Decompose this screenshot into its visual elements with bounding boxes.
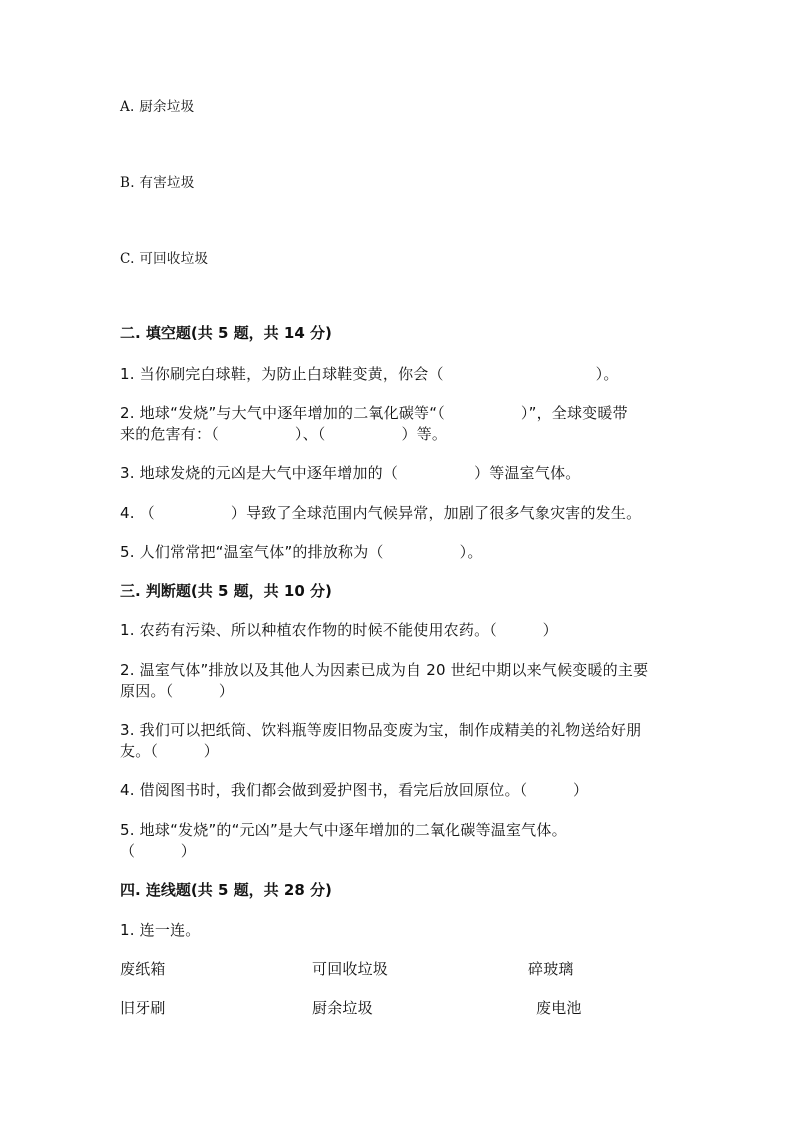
matching-item-middle-2: 厨余垃圾: [312, 999, 373, 1017]
fill-question-3: 3. 地球发烧的元凶是大气中逐年增加的（ ）等温室气体。: [120, 464, 581, 482]
matching-item-left-2: 旧牙刷: [120, 999, 166, 1017]
section-heading-true-false: 三. 判断题(共 5 题，共 10 分): [120, 582, 332, 600]
judge-question-4: 4. 借阅图书时，我们都会做到爱护图书，看完后放回原位。（ ）: [120, 781, 589, 799]
fill-question-4: 4. （ ）导致了全球范围内气候异常，加剧了很多气象灾害的发生。: [120, 504, 642, 522]
fill-question-2-line2: 来的危害有：（ ）、（ ）等。: [120, 425, 448, 443]
matching-item-left-1: 废纸箱: [120, 960, 166, 978]
matching-item-middle-1: 可回收垃圾: [312, 960, 389, 978]
judge-question-2-line1: 2. 温室气体”排放以及其他人为因素已成为自 20 世纪中期以来气候变暖的主要: [120, 661, 649, 679]
option-b: B. 有害垃圾: [120, 175, 195, 191]
fill-question-5: 5. 人们常常把“温室气体”的排放称为（ ）。: [120, 543, 483, 561]
matching-question-1: 1. 连一连。: [120, 921, 201, 939]
option-a: A. 厨余垃圾: [120, 99, 195, 115]
judge-question-3-line2: 友。（ ）: [120, 742, 219, 760]
fill-question-2-line1: 2. 地球“发烧”与大气中逐年增加的二氧化碳等“（ ）”，全球变暖带: [120, 404, 628, 422]
section-heading-matching: 四. 连线题(共 5 题，共 28 分): [120, 881, 332, 899]
matching-item-right-2: 废电池: [536, 999, 582, 1017]
judge-question-2-line2: 原因。（ ）: [120, 682, 235, 700]
section-heading-fill-blank: 二. 填空题(共 5 题，共 14 分): [120, 324, 332, 342]
judge-question-5-line2: （ ）: [120, 842, 197, 860]
fill-question-1: 1. 当你刷完白球鞋，为防止白球鞋变黄，你会（ ）。: [120, 365, 619, 383]
judge-question-1: 1. 农药有污染、所以种植农作物的时候不能使用农药。（ ）: [120, 621, 558, 639]
judge-question-5-line1: 5. 地球“发烧”的“元凶”是大气中逐年增加的二氧化碳等温室气体。: [120, 821, 567, 839]
option-c: C. 可回收垃圾: [120, 251, 209, 267]
judge-question-3-line1: 3. 我们可以把纸筒、饮料瓶等废旧物品变废为宝，制作成精美的礼物送给好朋: [120, 721, 642, 739]
matching-item-right-1: 碎玻璃: [528, 960, 574, 978]
